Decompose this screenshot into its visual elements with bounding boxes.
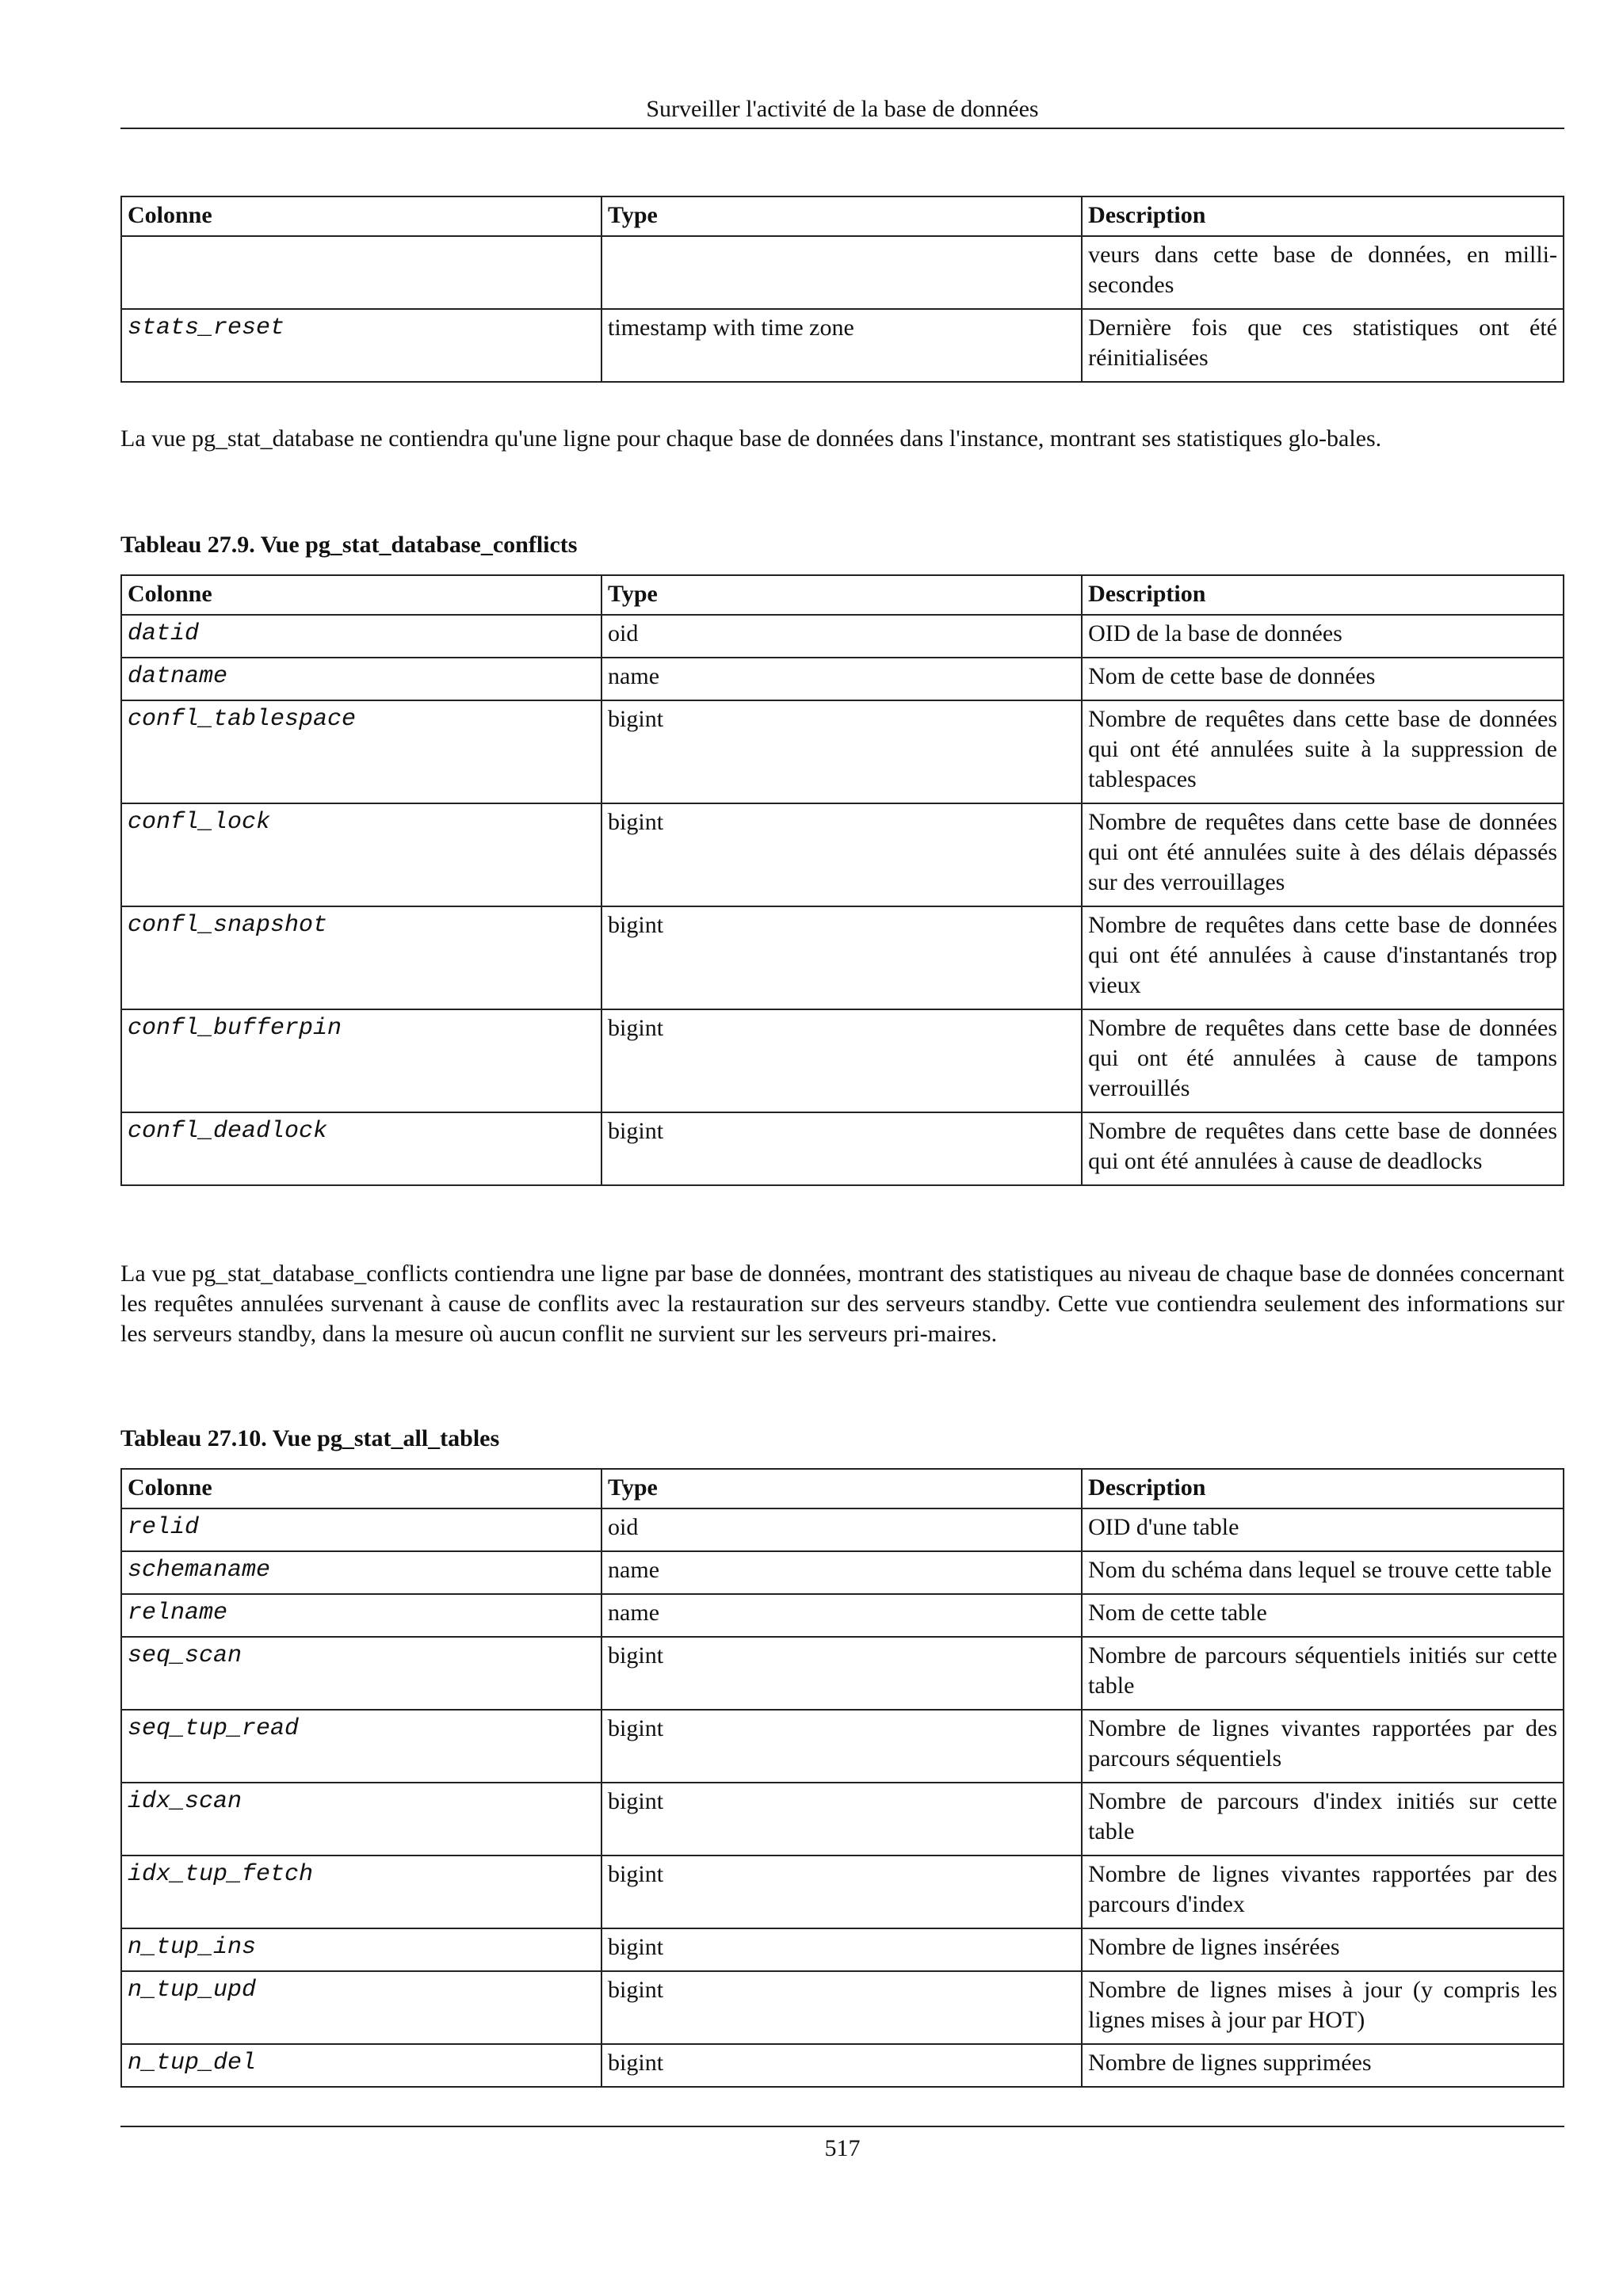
table-row [121,1551,1564,1594]
table-row [121,1710,1564,1783]
column-name-cell: confl_bufferpin [121,1009,601,1112]
paragraph-pg-stat-database: La vue pg_stat_database ne contiendra qu'une ligne pour chaque base de données dans l'instance, montrant ses statistiques glo-bales. [120,425,1382,452]
column-name-cell: idx_tup_fetch [121,1855,601,1928]
column-header-colonne: Colonne [121,196,601,236]
column-header-type: Type [601,575,1082,615]
column-name-cell: confl_snapshot [121,906,601,1009]
description-cell: Dernière fois que ces statistiques ont été réinitialisées [1082,309,1564,382]
column-name-cell: stats_reset [121,309,601,382]
column-header-description: Description [1082,1469,1564,1508]
table-row [121,1112,1564,1185]
column-name-cell: confl_deadlock [121,1112,601,1185]
column-name-cell: schemaname [121,1551,601,1594]
table-row [121,1508,1564,1551]
header-rule [120,128,1564,129]
footer-rule [120,2126,1564,2127]
type-cell: bigint [601,2044,1082,2087]
description-cell: Nombre de lignes vivantes rapportées par des parcours d'index [1082,1855,1564,1928]
type-cell: bigint [601,1971,1082,2044]
column-header-description: Description [1082,575,1564,615]
type-cell: bigint [601,1855,1082,1928]
page-number: 517 [824,2135,861,2161]
column-name-cell: n_tup_upd [121,1971,601,2044]
table-row [121,236,1564,309]
table-continued [120,196,1564,383]
column-name-cell: seq_tup_read [121,1710,601,1783]
column-name-cell: relname [121,1594,601,1637]
column-name-cell: confl_lock [121,803,601,906]
table-row [121,658,1564,700]
type-cell: bigint [601,803,1082,906]
column-name-cell: idx_scan [121,1783,601,1855]
type-cell: bigint [601,906,1082,1009]
table-row [121,1928,1564,1971]
type-cell: name [601,658,1082,700]
type-cell: bigint [601,1112,1082,1185]
type-cell: bigint [601,1928,1082,1971]
description-cell: Nombre de requêtes dans cette base de données qui ont été annulées à cause d'instantanés trop vieux [1082,906,1564,1009]
table-row [121,309,1564,382]
column-name-cell: relid [121,1508,601,1551]
table-row [121,1009,1564,1112]
description-cell: Nombre de parcours séquentiels initiés sur cette table [1082,1637,1564,1710]
type-cell: bigint [601,1710,1082,1783]
column-name-cell: n_tup_del [121,2044,601,2087]
column-header-type: Type [601,196,1082,236]
description-cell: Nombre de requêtes dans cette base de données qui ont été annulées suite à des délais dépassés sur des verrouillages [1082,803,1564,906]
paragraph-pg-stat-database-conflicts: La vue pg_stat_database_conflicts contiendra une ligne par base de données, montrant des statistiques au niveau de chaque base de données concernant les requêtes annulées survenant à cause de conflits avec la restauration sur des serveurs standby. Cette vue contiendra seulement des informations sur les serveurs standby, dans la mesure où aucun conflit ne survient sur les serveurs pri-maires. [120,1261,1564,1347]
description-cell: Nombre de lignes supprimées [1082,2044,1564,2087]
table-pg-stat-database-conflicts [120,574,1564,1186]
table-row [121,906,1564,1009]
table-caption-all-tables: Tableau 27.10. Vue pg_stat_all_tables [120,1425,500,1451]
description-cell: Nombre de requêtes dans cette base de données qui ont été annulées suite à la suppression de tablespaces [1082,700,1564,803]
table-row [121,1783,1564,1855]
description-cell: Nombre de lignes vivantes rapportées par des parcours séquentiels [1082,1710,1564,1783]
column-name-cell [121,236,601,309]
column-name-cell: datname [121,658,601,700]
type-cell: bigint [601,1009,1082,1112]
description-cell: Nom du schéma dans lequel se trouve cette table [1082,1551,1564,1594]
description-cell: veurs dans cette base de données, en milli-secondes [1082,236,1564,309]
description-cell: Nombre de requêtes dans cette base de données qui ont été annulées à cause de tampons verrouillés [1082,1009,1564,1112]
type-cell: bigint [601,1637,1082,1710]
table-pg-stat-all-tables [120,1468,1564,2088]
column-name-cell: confl_tablespace [121,700,601,803]
table-header-row [121,196,1564,236]
description-cell: Nombre de lignes mises à jour (y compris les lignes mises à jour par HOT) [1082,1971,1564,2044]
type-cell: name [601,1594,1082,1637]
table-row [121,1594,1564,1637]
table-header-row [121,575,1564,615]
description-cell: Nom de cette table [1082,1594,1564,1637]
column-header-colonne: Colonne [121,1469,601,1508]
description-cell: Nombre de requêtes dans cette base de données qui ont été annulées à cause de deadlocks [1082,1112,1564,1185]
type-cell: bigint [601,700,1082,803]
table-row [121,803,1564,906]
column-header-colonne: Colonne [121,575,601,615]
column-name-cell: seq_scan [121,1637,601,1710]
running-header: Surveiller l'activité de la base de données [646,96,1039,122]
table-row [121,700,1564,803]
description-cell: OID de la base de données [1082,615,1564,658]
type-cell: bigint [601,1783,1082,1855]
type-cell: timestamp with time zone [601,309,1082,382]
table-row [121,1637,1564,1710]
table-caption-conflicts: Tableau 27.9. Vue pg_stat_database_conflicts [120,532,578,558]
type-cell: name [601,1551,1082,1594]
column-name-cell: datid [121,615,601,658]
description-cell: Nombre de parcours d'index initiés sur cette table [1082,1783,1564,1855]
table-header-row [121,1469,1564,1508]
column-name-cell: n_tup_ins [121,1928,601,1971]
type-cell [601,236,1082,309]
table-row [121,2044,1564,2087]
description-cell: Nombre de lignes insérées [1082,1928,1564,1971]
table-row [121,615,1564,658]
column-header-type: Type [601,1469,1082,1508]
description-cell: OID d'une table [1082,1508,1564,1551]
column-header-description: Description [1082,196,1564,236]
description-cell: Nom de cette base de données [1082,658,1564,700]
type-cell: oid [601,1508,1082,1551]
table-row [121,1855,1564,1928]
table-row [121,1971,1564,2044]
type-cell: oid [601,615,1082,658]
